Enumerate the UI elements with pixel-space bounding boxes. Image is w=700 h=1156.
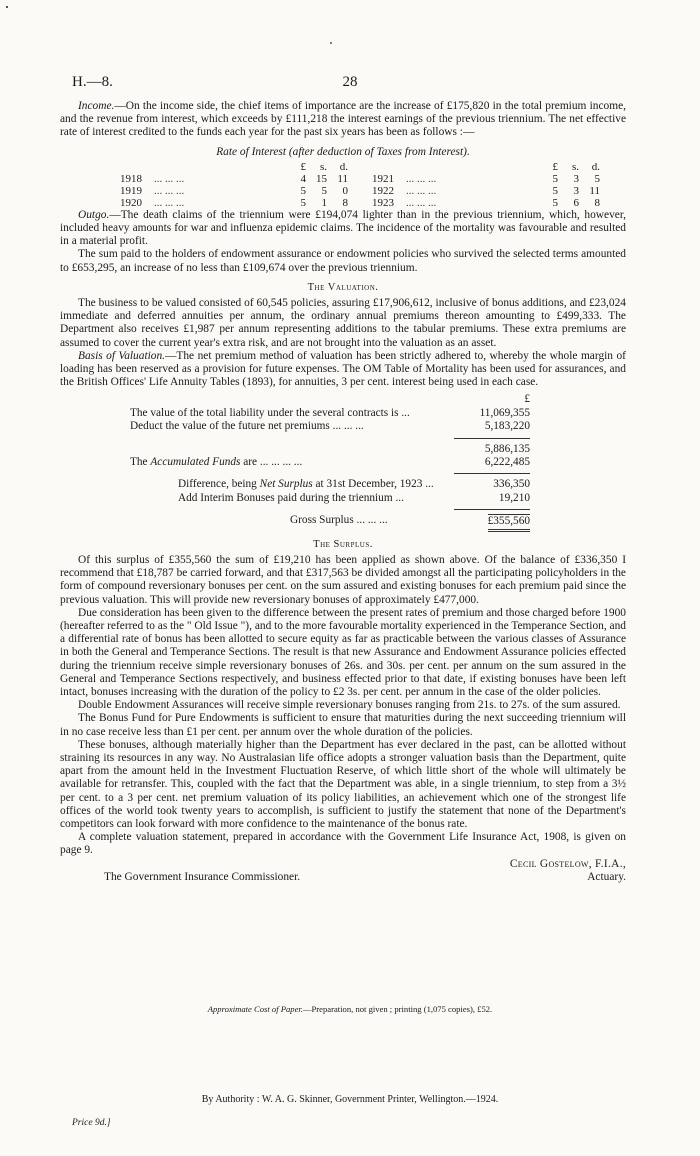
- surplus-paragraph: The Bonus Fund for Pure Endowments is sufficient to ensure that maturities during the next succeeding triennium will in no case receive less than £1 per cent. per annum over the whole duration of the policies.: [60, 712, 626, 738]
- sum-rule: [454, 473, 530, 474]
- basis-text: —The net premium method of valuation has been strictly adhered to, whereby the whole margin of loading has been reserved as a provision for future expenses. The OM Table of Mortality has been used for assurances, and the British Offices' Life Annuity Tables (1893), for annuities, 3 per cent. interest being used in each case.: [60, 349, 626, 389]
- income-text: —On the income side, the chief items of importance are the increase of £175,820 in the total premium income, and the revenue from interest, which exceeds by £111,218 the interest earnings of the previous triennium. The net effective rate of interest credited to the funds each year for the past six years has been as follows :—: [60, 100, 626, 139]
- rate-row: 1923 ... ... ... 5 6 8: [372, 196, 600, 209]
- table-row: The Accumulated Funds are ... ... ... ... 6,222,485: [130, 456, 530, 469]
- table-row: Difference, being Net Surplus at 31st December, 1923 ... 336,350: [178, 478, 530, 491]
- endowment-paragraph: The sum paid to the holders of endowment assurance or endowment policies who survived the selected terms amounted to £653,295, an increase of no less than £109,674 over the previous triennium.: [60, 248, 626, 274]
- table-row: Add Interim Bonuses paid during the triennium ... 19,210: [178, 491, 530, 504]
- rates-table: [60, 161, 600, 209]
- surplus-paragraph: A complete valuation statement, prepared in accordance with the Government Life Insurance Act, 1908, is given on page 9.: [60, 831, 626, 857]
- unit-pound: £: [300, 160, 306, 173]
- unit-shilling: s.: [319, 160, 327, 173]
- document-code: H.—8.: [72, 74, 113, 90]
- table-row: 5,886,135: [484, 442, 530, 455]
- unit-pence: d.: [339, 160, 348, 173]
- authority-line: By Authority : W. A. G. Skinner, Government Printer, Wellington.—1924.: [201, 1094, 499, 1105]
- rate-row: 1920 ... ... ... 5 1 8: [120, 196, 348, 209]
- page-number: 28: [342, 74, 358, 90]
- signatory-name: Cecil Gostelow, F.I.A.,: [509, 857, 626, 870]
- income-lead: Income.: [78, 100, 115, 112]
- scan-mark: [330, 42, 332, 44]
- outgo-text: —The death claims of the triennium were £194,074 lighter than in the previous triennium, which, however, included heavy amounts for war and influenza epidemic claims. The incidence of the mortality was favourable and resulted in a material profit.: [60, 208, 626, 248]
- cost-note: Approximate Cost of Paper.—Preparation, not given ; printing (1,075 copies), £52.: [207, 1004, 493, 1014]
- unit-shilling: s.: [571, 160, 579, 173]
- income-paragraph: [60, 100, 626, 140]
- surplus-heading: The Surplus.: [313, 538, 373, 550]
- surplus-paragraph: These bonuses, although materially higher than the Department has ever declared in the past, can be allotted without straining its resources in any way. No Australasian life office adopts a stronger valuation basis than the Department, quite apart from the amount held in the Investment Fluctuation Reserve, of which little short of the whole will ultimately be available for retransfer. This, coupled with the fact that the Department was able, in a single triennium, to step from a 3½ per cent. to a 3 per cent. net premium valuation of its policy liabilities, an achievement which one of the strongest life offices of the world took twenty years to accomplish, is sufficient to justify the statement that none of the Department's competitors can look forward with more confidence to the maintenance of the bonus rate.: [60, 738, 626, 830]
- table-row: Gross Surplus ... ... ... £355,560: [130, 514, 530, 531]
- unit-pound: £: [552, 160, 558, 173]
- sum-rule: [454, 438, 530, 439]
- rates-right-column: [348, 161, 600, 209]
- rate-row: 1922 ... ... ... 5 3 11: [372, 184, 600, 197]
- table-row: Deduct the value of the future net premiums ... ... ... 5,183,220: [130, 420, 530, 433]
- currency-header: £: [524, 393, 530, 406]
- surplus-paragraph: Due consideration has been given to the difference between the present rates of premium and those charged before 1900 (hereafter referred to as the " Old Issue "), and to the more favourable mortality experienced in the Temperance Section, and a differential rate of bonus has been allotted to secure equity as far as practicable between the various classes of Assurance in both the General and Temperance Sections. The result is that new Assurance and Endowment Assurance policies effected during the triennium receive simple reversionary bonuses of 26s. and 30s. per cent. per annum on the sum assured in the General and Temperance Sections respectively, and business effected prior to that date, if existing bonuses have been left intact, bonuses increasing with the duration of the policy to £2 3s. per cent. per annum in the case of the older policies.: [60, 606, 626, 698]
- addressee: The Government Insurance Commissioner.: [104, 870, 301, 883]
- signature-block: [60, 858, 626, 886]
- basis-lead: Basis of Valuation.: [78, 349, 166, 362]
- signatory-title: Actuary.: [587, 870, 626, 883]
- outgo-lead: Outgo.: [78, 208, 110, 221]
- unit-pence: d.: [591, 160, 600, 173]
- table-row: The value of the total liability under the several contracts is ... 11,069,355: [130, 406, 530, 419]
- rates-title: Rate of Interest (after deduction of Taxes from Interest).: [216, 145, 470, 158]
- scan-mark: [6, 6, 8, 8]
- valuation-paragraph: The business to be valued consisted of 60,545 policies, assuring £17,906,612, inclusive of bonus additions, and £23,024 immediate and deferred annuities per annum, the ordinary annual premiums thereon amounting to £499,333. The Department also receives £1,987 per annum representing additions to the tabular premiums. These extra premiums are assumed to cover the current year's extra risk, and are not brought into the valuation as an asset.: [60, 297, 626, 349]
- rate-row: 1918 ... ... ... 4 15 11: [120, 172, 348, 185]
- price-note: Price 9d.]: [72, 1118, 111, 1128]
- surplus-paragraph: Of this surplus of £355,560 the sum of £19,210 has been applied as shown above. Of the balance of £336,350 I recommend that £18,787 be carried forward, and that £317,563 be divided amongst all the participating policyholders in the form of compound reversionary bonuses per cent. on the sum assured and existing bonuses for each premium paid since the previous valuation. This will provide new reversionary bonuses of approximately £477,000.: [60, 553, 626, 606]
- rate-row: 1919 ... ... ... 5 5 0: [120, 184, 348, 197]
- basis-paragraph: [60, 350, 626, 390]
- gross-surplus-total: £355,560: [488, 514, 530, 531]
- rates-left-column: [120, 161, 348, 209]
- rate-row: 1921 ... ... ... 5 3 5: [372, 172, 600, 185]
- sum-rule: [454, 509, 530, 510]
- valuation-table: [130, 393, 530, 531]
- outgo-paragraph: [60, 209, 626, 249]
- main-text: [60, 100, 626, 886]
- valuation-heading: The Valuation.: [307, 281, 379, 293]
- surplus-paragraph: Double Endowment Assurances will receive simple reversionary bonuses ranging from 21s. to 27s. of the sum assured.: [78, 699, 621, 712]
